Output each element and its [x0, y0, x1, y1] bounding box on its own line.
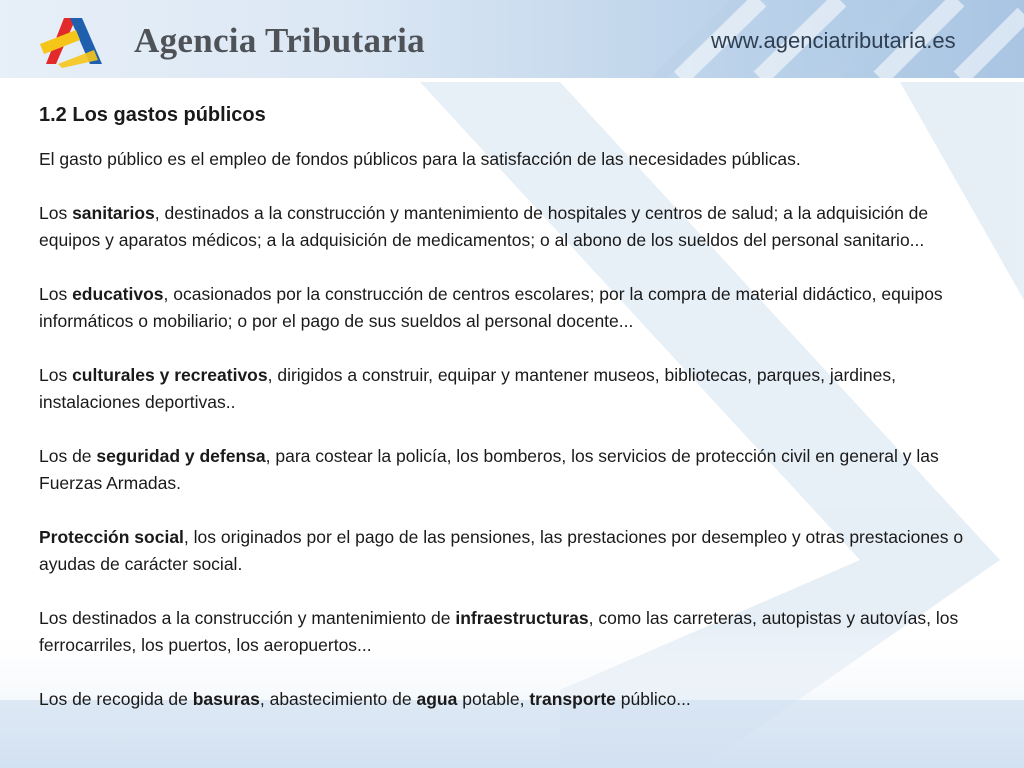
keyword-basuras: basuras — [192, 689, 260, 709]
keyword-culturales: culturales y recreativos — [72, 365, 268, 385]
keyword-agua: agua — [416, 689, 458, 709]
keyword-transporte: transporte — [529, 689, 616, 709]
paragraph-text: , ocasionados por la construcción de centros escolares; por la compra de material didáctico, equipos informáticos o mobiliario; o por el pago de sus sueldos al personal docente... — [39, 284, 943, 331]
keyword-proteccion: Protección social — [39, 527, 184, 547]
keyword-infraestructuras: infraestructuras — [455, 608, 589, 628]
paragraph-servicios — [39, 686, 989, 713]
keyword-sanitarios: sanitarios — [72, 203, 155, 223]
paragraph-culturales — [39, 362, 989, 416]
paragraph-text: , como las carreteras, autopistas y autovías, los ferrocarriles, los puertos, los aeropuertos... — [39, 608, 959, 655]
agency-name: Agencia Tributaria — [134, 21, 425, 60]
paragraph-text: , abastecimiento de — [259, 689, 417, 709]
paragraph-text: Los — [39, 284, 73, 304]
website-url: www.agenciatributaria.es — [711, 28, 956, 53]
paragraph-text: Los de recogida de — [39, 689, 193, 709]
paragraph-infraestructuras — [39, 605, 989, 659]
paragraph-text: público... — [615, 689, 691, 709]
keyword-educativos: educativos — [72, 284, 164, 304]
paragraph-text: , destinados a la construcción y mantenimiento de hospitales y centros de salud; a la adquisición de equipos y aparatos médicos; a la adquisición de medicamentos; o al abono de los sueldos del personal sanitario... — [39, 203, 929, 250]
paragraph-text: Los de — [39, 446, 97, 466]
slide-content — [39, 100, 989, 713]
paragraph-educativos — [39, 281, 989, 335]
paragraph-seguridad — [39, 443, 989, 497]
paragraph-text: , dirigidos a construir, equipar y mantener museos, bibliotecas, parques, jardines, instalaciones deportivas.. — [39, 365, 896, 412]
paragraph-text: , los originados por el pago de las pensiones, las prestaciones por desempleo y otras prestaciones o ayudas de carácter social. — [39, 527, 964, 574]
paragraph-text: Los destinados a la construcción y mantenimiento de — [39, 608, 456, 628]
intro-paragraph: El gasto público es el empleo de fondos públicos para la satisfacción de las necesidades públicas. — [39, 149, 801, 169]
agencia-tributaria-logo-icon — [36, 10, 108, 68]
paragraph-text: , para costear la policía, los bomberos, los servicios de protección civil en general y las Fuerzas Armadas. — [39, 446, 939, 493]
paragraph-proteccion — [39, 524, 989, 578]
paragraph-text: Los — [39, 203, 73, 223]
paragraph-sanitarios — [39, 200, 989, 254]
slide-title: 1.2 Los gastos públicos — [39, 104, 266, 126]
paragraph-text: Los — [39, 365, 73, 385]
keyword-seguridad: seguridad y defensa — [96, 446, 266, 466]
paragraph-text: potable, — [457, 689, 530, 709]
